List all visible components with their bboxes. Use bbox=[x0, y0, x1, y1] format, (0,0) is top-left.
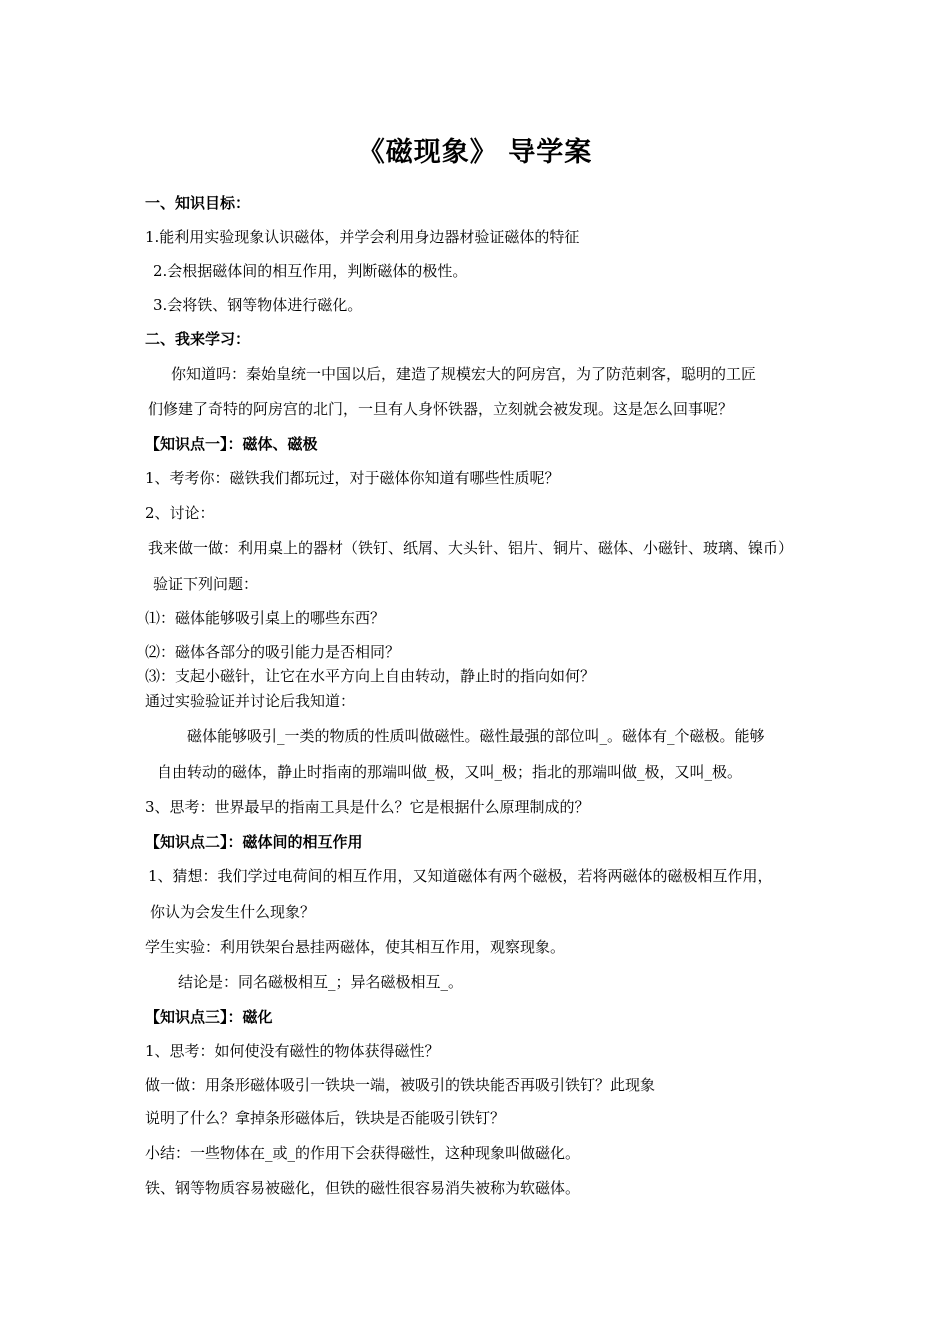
kp1-activity: 我来做一做：利用桌上的器材（铁钉、纸屑、大头针、铝片、铜片、磁体、小磁针、玻璃、镍币） bbox=[148, 539, 794, 557]
goal-line-1: 1.能利用实验现象认识磁体，并学会利用身边器材验证磁体的特征 bbox=[145, 228, 580, 246]
knowledge-point-1-heading: 【知识点一】：磁体、磁极 bbox=[145, 435, 318, 453]
kp1-fill-line-1: 磁体能够吸引_一类的物质的性质叫做磁性。磁性最强的部位叫_。磁体有_个磁极。能够 bbox=[187, 727, 765, 745]
kp1-discussion: 2、讨论： bbox=[145, 504, 215, 522]
kp1-sub-question-3: ⑶：支起小磁针，让它在水平方向上自由转动，静止时的指向如何？ bbox=[145, 667, 596, 685]
kp1-question-1: 1、考考你：磁铁我们都玩过，对于磁体你知道有哪些性质呢？ bbox=[145, 469, 560, 487]
kp3-summary: 小结：一些物体在_或_的作用下会获得磁性，这种现象叫做磁化。 bbox=[145, 1144, 581, 1162]
kp1-sub-question-1: ⑴：磁体能够吸引桌上的哪些东西？ bbox=[145, 609, 386, 627]
kp1-sub-question-2: ⑵：磁体各部分的吸引能力是否相同？ bbox=[145, 643, 401, 661]
kp2-conclusion: 结论是：同名磁极相互_；异名磁极相互_。 bbox=[178, 973, 464, 991]
kp2-guess-line-2: 你认为会发生什么现象？ bbox=[150, 903, 316, 921]
kp1-verify: 验证下列问题： bbox=[153, 575, 259, 593]
kp1-conclusion-intro: 通过实验验证并讨论后我知道： bbox=[145, 692, 356, 710]
section-heading-goals: 一、知识目标： bbox=[145, 194, 251, 212]
knowledge-point-3-heading: 【知识点三】：磁化 bbox=[145, 1008, 273, 1026]
document-title: 《磁现象》 导学案 bbox=[357, 137, 593, 168]
kp1-question-3: 3、思考：世界最早的指南工具是什么？它是根据什么原理制成的？ bbox=[145, 798, 590, 816]
section-heading-learning: 二、我来学习： bbox=[145, 330, 251, 348]
kp3-activity-line-1: 做一做：用条形磁体吸引一铁块一端，被吸引的铁块能否再吸引铁钉？此现象 bbox=[145, 1076, 656, 1094]
kp1-fill-line-2: 自由转动的磁体，静止时指南的那端叫做_极，又叫_极；指北的那端叫做_极，又叫_极。 bbox=[157, 763, 743, 781]
kp3-question-1: 1、思考：如何使没有磁性的物体获得磁性？ bbox=[145, 1042, 440, 1060]
story-line-2: 们修建了奇特的阿房宫的北门，一旦有人身怀铁器，立刻就会被发现。这是怎么回事呢？ bbox=[148, 400, 734, 418]
kp2-guess-line-1: 1、猜想：我们学过电荷间的相互作用，又知道磁体有两个磁极，若将两磁体的磁极相互作用， bbox=[148, 867, 773, 885]
goal-line-3: 3.会将铁、钢等物体进行磁化。 bbox=[153, 296, 363, 314]
knowledge-point-2-heading: 【知识点二】：磁体间的相互作用 bbox=[145, 833, 363, 851]
kp3-note: 铁、钢等物质容易被磁化，但铁的磁性很容易消失被称为软磁体。 bbox=[145, 1179, 581, 1197]
goal-line-2: 2.会根据磁体间的相互作用，判断磁体的极性。 bbox=[153, 262, 468, 280]
kp3-activity-line-2: 说明了什么？拿掉条形磁体后，铁块是否能吸引铁钉？ bbox=[145, 1109, 506, 1127]
story-line-1: 你知道吗：秦始皇统一中国以后，建造了规模宏大的阿房宫，为了防范刺客，聪明的工匠 bbox=[171, 365, 757, 383]
kp2-experiment: 学生实验：利用铁架台悬挂两磁体，使其相互作用，观察现象。 bbox=[145, 938, 566, 956]
